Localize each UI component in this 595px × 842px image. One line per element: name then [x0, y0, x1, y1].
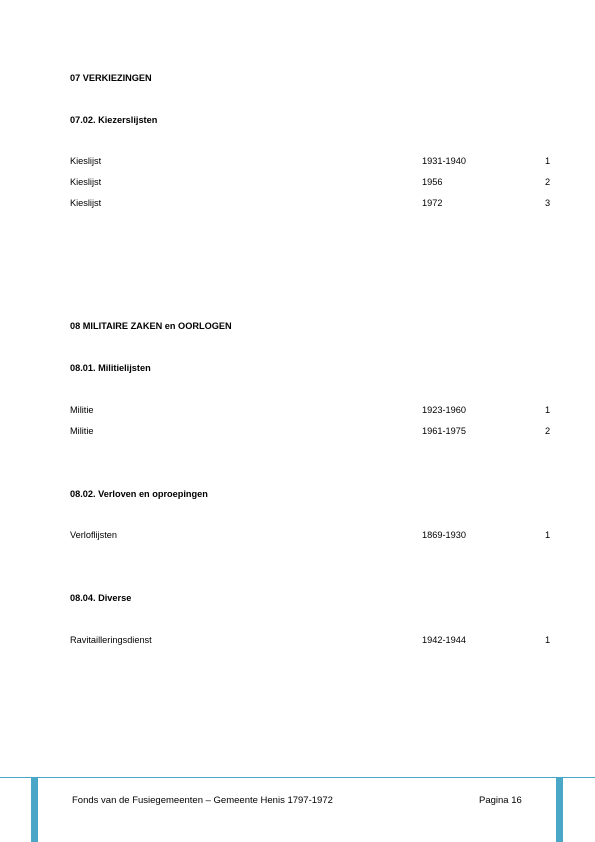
page-number: Pagina 16: [479, 795, 522, 806]
row-number: 1: [545, 635, 551, 645]
footer-accent-bar-left: [31, 778, 38, 842]
row-description: Kieslijst: [70, 198, 102, 208]
subsection-heading: 07.02. Kiezerslijsten: [70, 115, 158, 125]
row-description: Militie: [70, 426, 94, 436]
subsection-heading: 08.02. Verloven en oproepingen: [70, 489, 208, 499]
subsection-heading: 08.01. Militielijsten: [70, 363, 151, 373]
row-period: 1961-1975: [422, 426, 466, 436]
section-heading: 08 MILITAIRE ZAKEN en OORLOGEN: [70, 321, 232, 331]
row-period: 1942-1944: [422, 635, 466, 645]
row-number: 3: [545, 198, 551, 208]
row-description: Verloflijsten: [70, 530, 117, 540]
row-description: Ravitailleringsdienst: [70, 635, 152, 645]
row-number: 2: [545, 177, 551, 187]
footer-rule: [0, 777, 595, 778]
row-description: Kieslijst: [70, 156, 102, 166]
row-description: Kieslijst: [70, 177, 102, 187]
row-period: 1956: [422, 177, 443, 187]
row-number: 1: [545, 405, 551, 415]
row-period: 1931-1940: [422, 156, 466, 166]
row-description: Militie: [70, 405, 94, 415]
row-number: 1: [545, 156, 551, 166]
row-period: 1923-1960: [422, 405, 466, 415]
footer-title: Fonds van de Fusiegemeenten – Gemeente Henis 1797-1972: [72, 795, 333, 806]
row-number: 1: [545, 530, 551, 540]
row-period: 1869-1930: [422, 530, 466, 540]
footer-accent-bar-right: [556, 778, 563, 842]
subsection-heading: 08.04. Diverse: [70, 593, 132, 603]
row-number: 2: [545, 426, 551, 436]
section-heading: 07 VERKIEZINGEN: [70, 73, 152, 83]
row-period: 1972: [422, 198, 443, 208]
